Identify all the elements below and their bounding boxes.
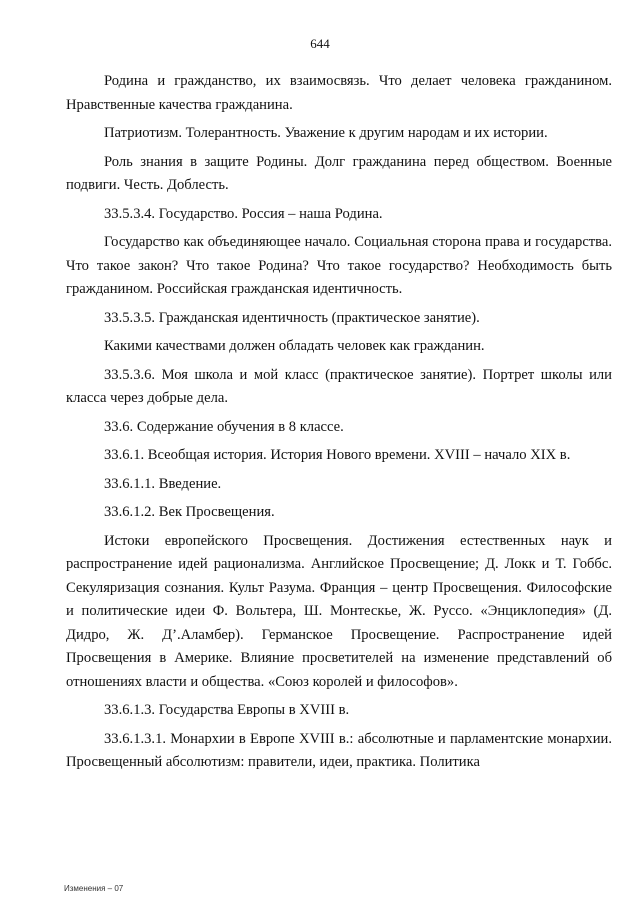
section-heading: 33.6.1. Всеобщая история. История Нового времени. XVIII – начало XIX в. [104, 447, 571, 463]
section-heading: 33.5.3.5. Гражданская идентичность (практическое занятие). [104, 309, 480, 326]
paragraph: Государство как объединяющее начало. Социальная сторона права и государства. Что такое закон? Что такое Родина? Что такое государство? Необходимость быть гражданином. Российская гражданская идентичность. [66, 234, 612, 297]
document-body [66, 70, 612, 780]
paragraph: Какими качествами должен обладать человек как гражданин. [104, 338, 485, 354]
paragraph: 33.6.1.3.1. Монархии в Европе XVIII в.: абсолютные и парламентские монархии. Просвещенный абсолютизм: правители, идеи, практика. Политика [66, 730, 612, 770]
paragraph: Истоки европейского Просвещения. Достижения естественных наук и распространение идей рационализма. Английское Просвещение; Д. Локк и Т. Гоббс. Секуляризация сознания. Культ Разума. Франция – центр Просвещения. Философские и политические идеи Ф. Вольтера, Ш. Монтескье, Ж. Руссо. «Энциклопедия» (Д. Дидро, Ж. Д’.Аламбер). Германское Просвещение. Распространение идей Просвещения в Америке. Влияние просветителей на изменение представлений об отношениях власти и общества. «Союз королей и философов». [66, 532, 612, 690]
section-heading: 33.6. Содержание обучения в 8 классе. [104, 418, 344, 435]
section-heading: 33.5.3.4. Государство. Россия – наша Родина. [104, 205, 383, 222]
section-heading: 33.6.1.2. Век Просвещения. [104, 504, 275, 520]
section-heading: 33.5.3.6. Моя школа и мой класс (практическое занятие). Портрет школы или класса через добрые дела. [66, 366, 612, 406]
page-number: 644 [310, 36, 330, 51]
paragraph: Родина и гражданство, их взаимосвязь. Что делает человека гражданином. Нравственные качества гражданина. [66, 73, 612, 113]
footer-revision-note: Изменения – 07 [64, 884, 124, 893]
section-heading: 33.6.1.3. Государства Европы в XVIII в. [104, 702, 350, 718]
paragraph: Роль знания в защите Родины. Долг гражданина перед обществом. Военные подвиги. Честь. Доблесть. [66, 153, 612, 193]
section-heading: 33.6.1.1. Введение. [104, 475, 222, 492]
paragraph: Патриотизм. Толерантность. Уважение к другим народам и их истории. [104, 125, 548, 141]
